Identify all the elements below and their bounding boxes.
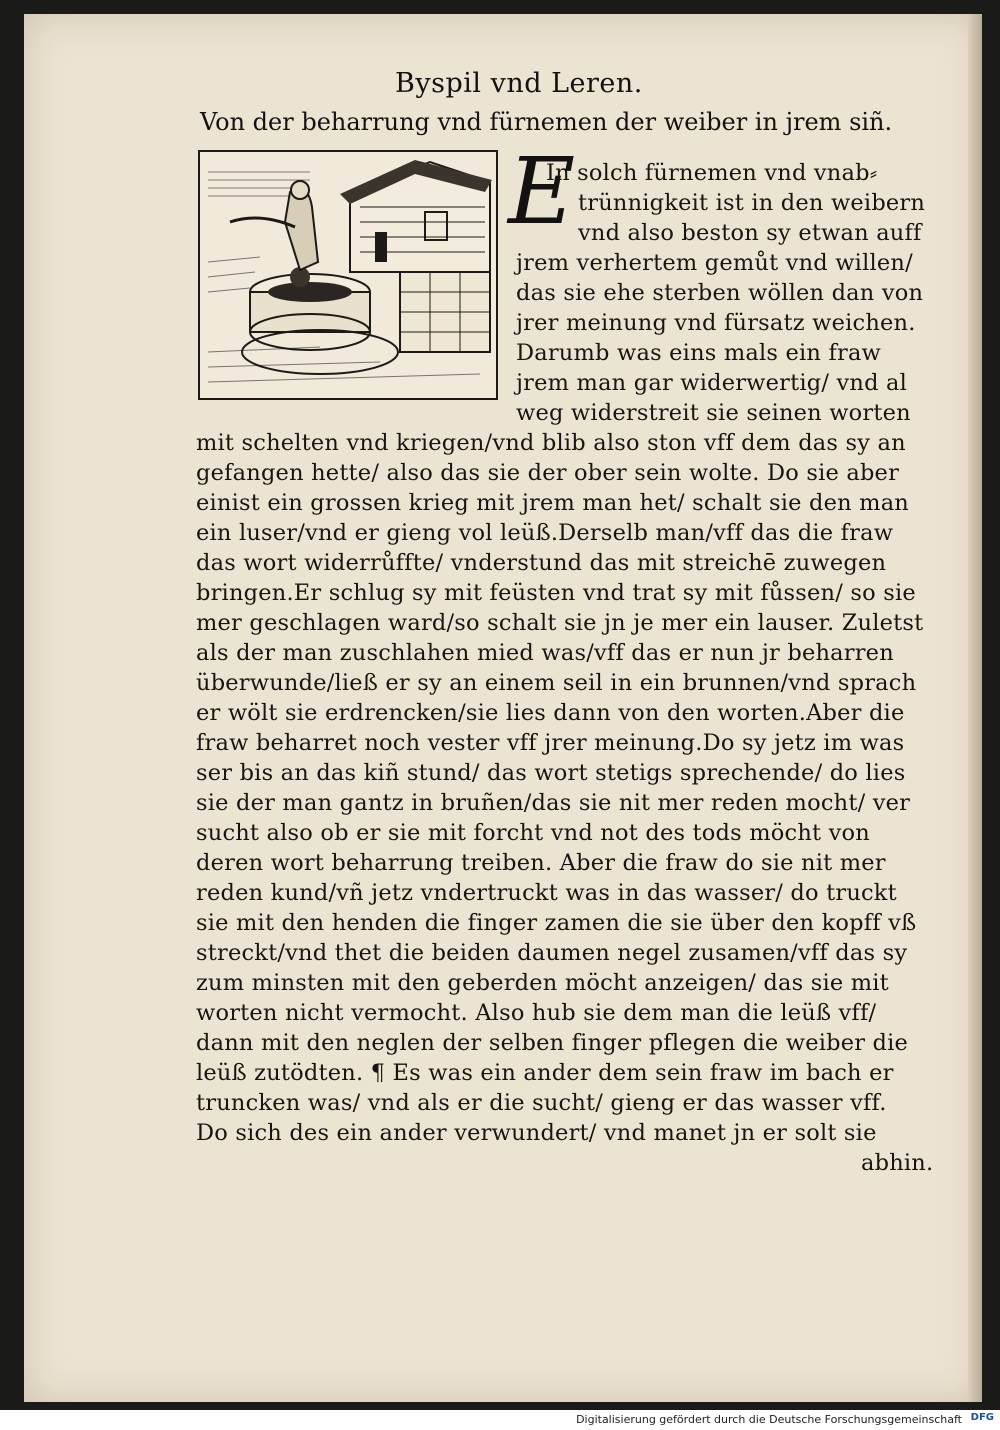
text-line: fraw beharret noch vester vff jrer meinung.Do sy jetz im was bbox=[196, 730, 905, 756]
text-line: mer geschlagen ward/so schalt sie jn je mer ein lauser. Zuletst bbox=[196, 610, 924, 636]
text-line: abhin. bbox=[861, 1150, 934, 1176]
text-line: leüß zutödten. ¶ Es was ein ander dem sein fraw im bach er bbox=[196, 1060, 894, 1086]
text-line: mit schelten vnd kriegen/vnd blib also ston vff dem das sy an bbox=[196, 430, 906, 456]
text-line: Do sich des ein ander verwundert/ vnd manet jn er solt sie bbox=[196, 1120, 877, 1146]
text-line: jrer meinung vnd fürsatz weichen. bbox=[516, 310, 916, 336]
text-line: worten nicht vermocht. Also hub sie dem man die leüß vff/ bbox=[196, 1000, 877, 1026]
text-line: jrem verhertem gemůt vnd willen/ bbox=[516, 250, 913, 276]
text-line: weg widerstreit sie seinen worten bbox=[516, 400, 911, 426]
text-line: streckt/vnd thet die beiden daumen negel zusamen/vff das sy bbox=[196, 940, 908, 966]
page-edge bbox=[968, 14, 982, 1402]
text-line: einist ein grossen krieg mit jrem man het/ schalt sie den man bbox=[196, 490, 909, 516]
text-line: trünnigkeit ist in den weibern bbox=[578, 190, 926, 216]
text-line: zum minsten mit den geberden möcht anzeigen/ das sie mit bbox=[196, 970, 889, 996]
running-head: Byspil vnd Leren. bbox=[395, 68, 643, 99]
text-line: reden kund/vñ jetz vndertruckt was in das wasser/ do truckt bbox=[196, 880, 897, 906]
text-line: als der man zuschlahen mied was/vff das er nun jr beharren bbox=[196, 640, 894, 666]
dfg-logo: DFG bbox=[970, 1412, 994, 1423]
text-line: ser bis an das kiñ stund/ das wort stetigs sprechende/ do lies bbox=[196, 760, 906, 786]
text-line: bringen.Er schlug sy mit feüsten vnd trat sy mit fůssen/ so sie bbox=[196, 580, 916, 606]
text-line: gefangen hette/ also das sie der ober sein wolte. Do sie aber bbox=[196, 460, 900, 486]
text-line: vnd also beston sy etwan auff bbox=[578, 220, 922, 246]
text-line: überwunde/ließ er sy an einem seil in ein brunnen/vnd sprach bbox=[196, 670, 917, 696]
text-line: In solch fürnemen vnd vnab⸗ bbox=[546, 160, 878, 186]
woodcut-drawing bbox=[200, 152, 496, 398]
text-line: sie mit den henden die finger zamen die sie über den kopff vß bbox=[196, 910, 917, 936]
footer-credit: Digitalisierung gefördert durch die Deutsche Forschungsgemeinschaft bbox=[576, 1413, 962, 1426]
text-line: Darumb was eins mals ein fraw bbox=[516, 340, 882, 366]
text-line: jrem man gar widerwertig/ vnd al bbox=[516, 370, 908, 396]
text-line: deren wort beharrung treiben. Aber die fraw do sie nit mer bbox=[196, 850, 886, 876]
text-line: das sie ehe sterben wöllen dan von bbox=[516, 280, 924, 306]
text-line: er wölt sie erdrencken/sie lies dann von den worten.Aber die bbox=[196, 700, 905, 726]
text-line: das wort widerrůffte/ vnderstund das mit streichē zuwegen bbox=[196, 550, 887, 576]
woodcut-illustration bbox=[198, 150, 498, 400]
text-line: dann mit den neglen der selben finger pflegen die weiber die bbox=[196, 1030, 909, 1056]
text-line: ein luser/vnd er gieng vol leüß.Derselb man/vff das die fraw bbox=[196, 520, 894, 546]
text-line: sucht also ob er sie mit forcht vnd not des tods möcht von bbox=[196, 820, 870, 846]
text-line: sie der man gantz in bruñen/das sie nit mer reden mocht/ ver bbox=[196, 790, 911, 816]
text-line: truncken was/ vnd als er die sucht/ gieng er das wasser vff. bbox=[196, 1090, 887, 1116]
initial-letter: E bbox=[508, 138, 576, 245]
chapter-title: Von der beharrung vnd fürnemen der weiber in jrem siñ. bbox=[200, 108, 893, 136]
